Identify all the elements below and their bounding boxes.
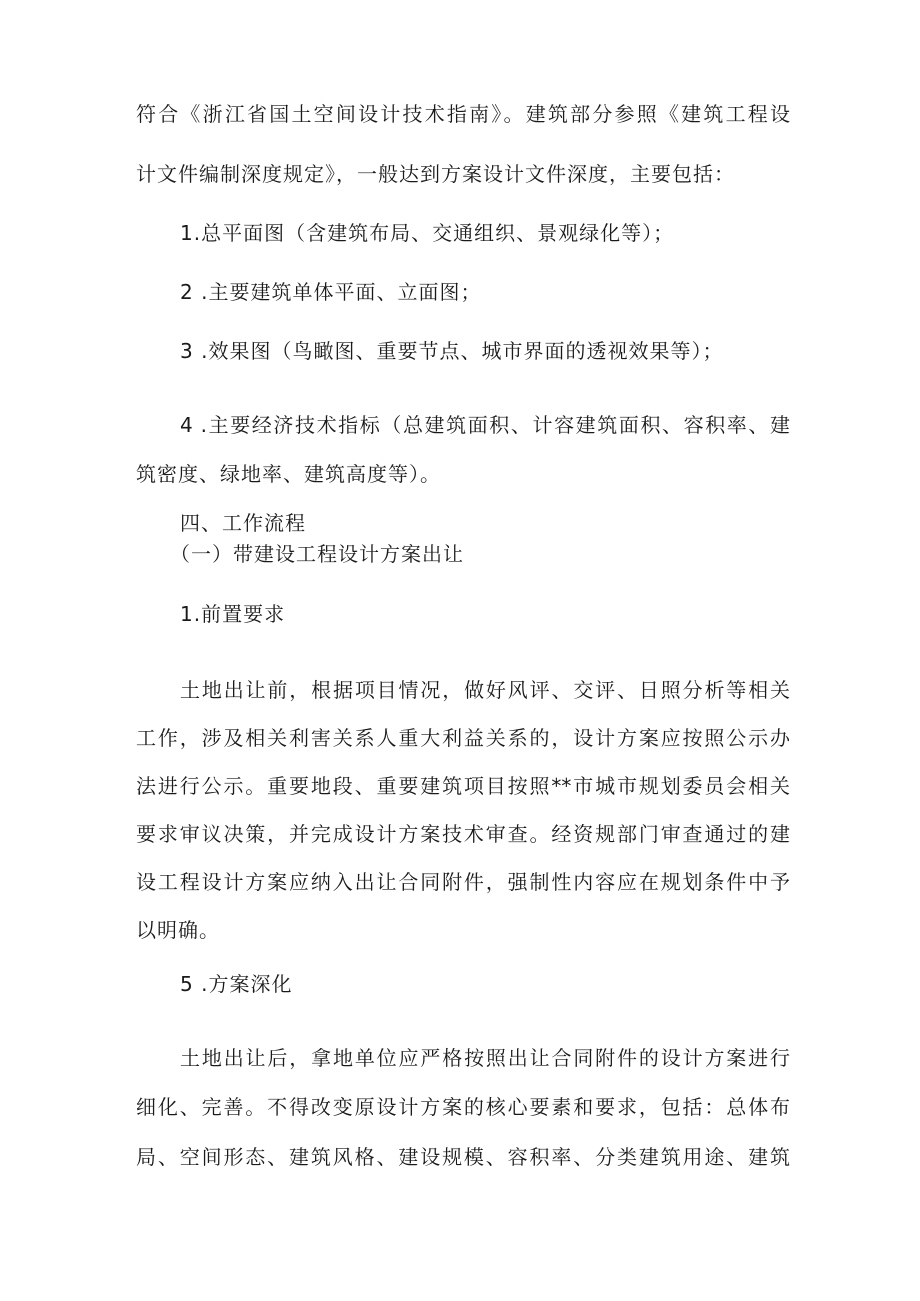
- paragraph-line: 设工程设计方案应纳入出让合同附件，强制性内容应在规划条件中予: [136, 870, 790, 894]
- paragraph-line: 细化、完善。不得改变原设计方案的核心要素和要求，包括：总体布: [136, 1095, 790, 1119]
- paragraph-line: 工作，涉及相关利害关系人重大利益关系的，设计方案应按照公示办: [136, 726, 790, 750]
- paragraph-line: 以明确。: [136, 918, 220, 942]
- list-item-2: 2 .主要建筑单体平面、立面图；: [180, 280, 482, 304]
- item-heading: 5 .方案深化: [180, 972, 293, 996]
- paragraph-line: 局、空间形态、建筑风格、建设规模、容积率、分类建筑用途、建筑: [136, 1145, 790, 1169]
- list-item-4: 4 .主要经济技术指标（总建筑面积、计容建筑面积、容积率、建: [180, 413, 790, 437]
- body-text-line: 筑密度、绿地率、建筑高度等）。: [136, 462, 441, 486]
- item-heading: 1.前置要求: [180, 602, 286, 626]
- paragraph-line: 法进行公示。重要地段、重要建筑项目按照**市城市规划委员会相关: [136, 774, 790, 798]
- subsection-heading: （一）带建设工程设计方案出让: [170, 542, 464, 566]
- paragraph-line: 土地出让后，拿地单位应严格按照出让合同附件的设计方案进行: [180, 1046, 790, 1070]
- body-text-line: 符合《浙江省国土空间设计技术指南》。建筑部分参照《建筑工程设: [136, 102, 790, 126]
- list-item-3: 3 .效果图（鸟瞰图、重要节点、城市界面的透视效果等）；: [180, 339, 724, 363]
- list-item-1: 1.总平面图（含建筑布局、交通组织、景观绿化等）；: [180, 221, 675, 245]
- body-text-line: 计文件编制深度规定》，一般达到方案设计文件深度，主要包括：: [136, 162, 735, 186]
- paragraph-line: 要求审议决策，并完成设计方案技术审查。经资规部门审查通过的建: [136, 822, 790, 846]
- paragraph-line: 土地出让前，根据项目情况，做好风评、交评、日照分析等相关: [180, 678, 790, 702]
- section-heading: 四、工作流程: [180, 511, 306, 535]
